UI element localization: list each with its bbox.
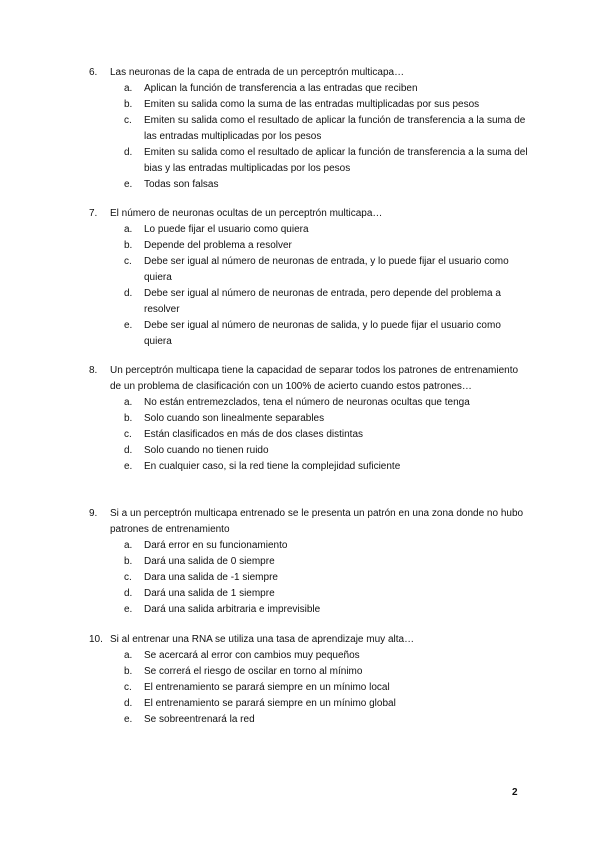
question-6	[89, 65, 529, 193]
option-text: En cualquier caso, si la red tiene la complejidad suficiente	[144, 461, 401, 472]
option-list	[89, 222, 529, 350]
option-text: Dará una salida de 1 siempre	[144, 588, 275, 599]
option-letter: b.	[124, 99, 133, 110]
option-letter: c.	[124, 429, 132, 440]
option-c	[124, 113, 529, 145]
question-9	[89, 506, 529, 618]
question-text: El número de neuronas ocultas de un perceptrón multicapa…	[110, 208, 383, 219]
option-letter: e.	[124, 320, 133, 331]
option-letter: b.	[124, 666, 133, 677]
option-text: Debe ser igual al número de neuronas de entrada, pero depende del problema a resolver	[144, 288, 501, 315]
option-text: Están clasificados en más de dos clases distintas	[144, 429, 363, 440]
option-e	[124, 459, 529, 475]
option-letter: b.	[124, 556, 133, 567]
option-letter: b.	[124, 413, 133, 424]
option-d	[124, 286, 529, 318]
option-list	[89, 81, 529, 193]
question-number: 9.	[89, 508, 98, 519]
option-text: Dará una salida de 0 siempre	[144, 556, 275, 567]
question-text: Un perceptrón multicapa tiene la capacidad de separar todos los patrones de entrenamiento de un problema de clasificación con un 100% de acierto cuando estos patrones…	[110, 365, 519, 392]
option-letter: c.	[124, 115, 132, 126]
option-text: Solo cuando son linealmente separables	[144, 413, 325, 424]
option-e	[124, 318, 529, 350]
question-text: Si al entrenar una RNA se utiliza una tasa de aprendizaje muy alta…	[110, 634, 415, 645]
option-text: No están entremezclados, tena el número de neuronas ocultas que tenga	[144, 397, 470, 408]
option-letter: a.	[124, 224, 133, 235]
option-b	[124, 238, 529, 254]
option-d	[124, 145, 529, 177]
option-b	[124, 411, 529, 427]
page-number: 2	[512, 787, 518, 798]
question-text: Las neuronas de la capa de entrada de un perceptrón multicapa…	[110, 67, 405, 78]
option-text: Lo puede fijar el usuario como quiera	[144, 224, 309, 235]
option-text: Todas son falsas	[144, 179, 219, 190]
option-b	[124, 554, 529, 570]
option-letter: c.	[124, 682, 132, 693]
question-text: Si a un perceptrón multicapa entrenado se le presenta un patrón en una zona donde no hubo patrones de entrenamiento	[110, 508, 524, 535]
option-text: El entrenamiento se parará siempre en un mínimo global	[144, 698, 396, 709]
option-text: Dará error en su funcionamiento	[144, 540, 288, 551]
option-c	[124, 427, 529, 443]
option-text: Emiten su salida como la suma de las entradas multiplicadas por sus pesos	[144, 99, 480, 110]
option-list	[89, 395, 529, 475]
option-letter: a.	[124, 540, 133, 551]
question-number: 10.	[89, 634, 103, 645]
option-text: Dará una salida arbitraria e imprevisible	[144, 604, 321, 615]
option-text: Se correrá el riesgo de oscilar en torno al mínimo	[144, 666, 363, 677]
option-text: Depende del problema a resolver	[144, 240, 292, 251]
option-text: Emiten su salida como el resultado de aplicar la función de transferencia a la suma de las entradas multiplicadas por los pesos	[144, 115, 526, 142]
option-text: El entrenamiento se parará siempre en un mínimo local	[144, 682, 390, 693]
option-c	[124, 680, 529, 696]
option-a	[124, 648, 529, 664]
option-text: Solo cuando no tienen ruido	[144, 445, 269, 456]
question-7	[89, 206, 529, 350]
option-letter: a.	[124, 650, 133, 661]
option-list	[89, 648, 529, 728]
option-letter: c.	[124, 256, 132, 267]
question-number: 8.	[89, 365, 98, 376]
option-letter: e.	[124, 461, 133, 472]
option-d	[124, 586, 529, 602]
question-10	[89, 632, 529, 728]
option-e	[124, 602, 529, 618]
option-letter: d.	[124, 445, 133, 456]
option-d	[124, 443, 529, 459]
option-letter: e.	[124, 714, 133, 725]
option-letter: d.	[124, 288, 133, 299]
option-letter: d.	[124, 147, 133, 158]
option-c	[124, 570, 529, 586]
option-letter: a.	[124, 397, 133, 408]
option-a	[124, 395, 529, 411]
option-a	[124, 222, 529, 238]
option-a	[124, 538, 529, 554]
option-c	[124, 254, 529, 286]
option-letter: d.	[124, 698, 133, 709]
option-letter: e.	[124, 179, 133, 190]
option-a	[124, 81, 529, 97]
option-e	[124, 177, 529, 193]
option-text: Se sobreentrenará la red	[144, 714, 255, 725]
option-list	[89, 538, 529, 618]
option-letter: a.	[124, 83, 133, 94]
option-letter: e.	[124, 604, 133, 615]
question-number: 6.	[89, 67, 98, 78]
option-e	[124, 712, 529, 728]
option-text: Debe ser igual al número de neuronas de entrada, y lo puede fijar el usuario como quiera	[144, 256, 509, 283]
question-number: 7.	[89, 208, 98, 219]
option-letter: d.	[124, 588, 133, 599]
option-b	[124, 664, 529, 680]
question-8	[89, 363, 529, 475]
option-letter: b.	[124, 240, 133, 251]
option-text: Emiten su salida como el resultado de aplicar la función de transferencia a la suma del bias y las entradas multiplicadas por los pesos	[144, 147, 528, 174]
option-letter: c.	[124, 572, 132, 583]
option-text: Dara una salida de -1 siempre	[144, 572, 278, 583]
option-text: Aplican la función de transferencia a las entradas que reciben	[144, 83, 418, 94]
option-text: Debe ser igual al número de neuronas de salida, y lo puede fijar el usuario como quiera	[144, 320, 501, 347]
option-d	[124, 696, 529, 712]
option-text: Se acercará al error con cambios muy pequeños	[144, 650, 360, 661]
option-b	[124, 97, 529, 113]
